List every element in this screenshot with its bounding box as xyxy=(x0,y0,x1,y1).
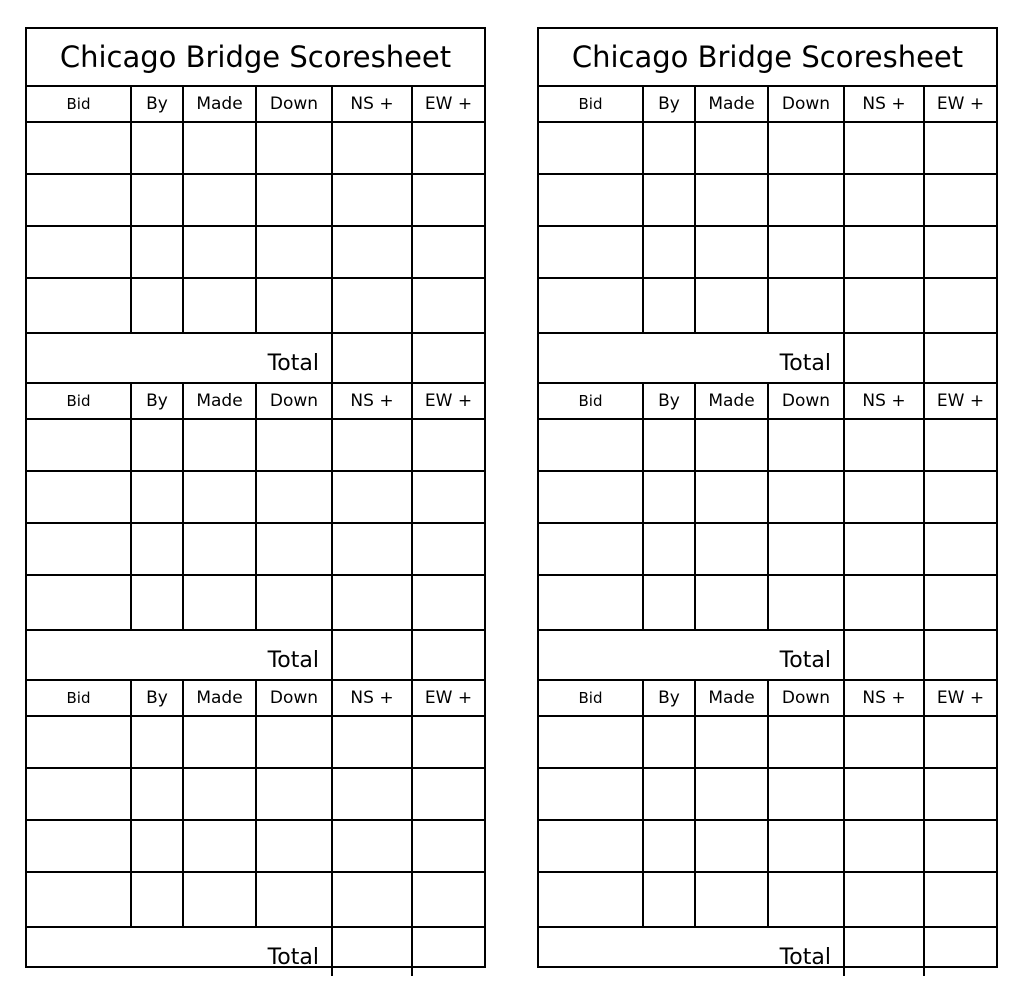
bid-cell[interactable] xyxy=(27,174,131,226)
col-header-down: Down xyxy=(256,383,332,419)
total-label: Total xyxy=(539,630,844,680)
col-header-bid: Bid xyxy=(539,87,643,122)
down-cell[interactable] xyxy=(768,419,844,471)
made-cell[interactable] xyxy=(695,419,768,471)
ns-cell[interactable] xyxy=(332,768,412,820)
col-header-down: Down xyxy=(768,87,844,122)
made-cell[interactable] xyxy=(183,174,256,226)
ns-cell[interactable] xyxy=(844,471,924,523)
col-header-down: Down xyxy=(256,680,332,716)
score-row xyxy=(27,716,484,768)
ew-cell[interactable] xyxy=(412,820,484,872)
col-header-ew: EW + xyxy=(412,87,484,122)
bid-cell[interactable] xyxy=(27,278,131,333)
by-cell[interactable] xyxy=(131,575,183,630)
ew-cell[interactable] xyxy=(924,419,996,471)
col-header-made: Made xyxy=(183,87,256,122)
down-cell[interactable] xyxy=(768,820,844,872)
score-row xyxy=(539,523,996,575)
down-cell[interactable] xyxy=(256,471,332,523)
made-cell[interactable] xyxy=(695,523,768,575)
ns-cell[interactable] xyxy=(844,174,924,226)
bid-cell[interactable] xyxy=(539,419,643,471)
ew-cell[interactable] xyxy=(924,716,996,768)
ns-cell[interactable] xyxy=(844,226,924,278)
score-row xyxy=(539,471,996,523)
score-row xyxy=(539,174,996,226)
ns-cell[interactable] xyxy=(844,872,924,927)
down-cell[interactable] xyxy=(768,523,844,575)
score-row xyxy=(27,278,484,333)
ew-cell[interactable] xyxy=(924,471,996,523)
scoresheet-right xyxy=(537,27,998,968)
score-row xyxy=(27,226,484,278)
made-cell[interactable] xyxy=(183,716,256,768)
made-cell[interactable] xyxy=(183,768,256,820)
total-label: Total xyxy=(27,630,332,680)
made-cell[interactable] xyxy=(183,471,256,523)
col-header-ns: NS + xyxy=(332,87,412,122)
bid-cell[interactable] xyxy=(539,122,643,174)
by-cell[interactable] xyxy=(643,716,695,768)
ew-cell[interactable] xyxy=(924,768,996,820)
col-header-made: Made xyxy=(183,680,256,716)
col-header-ns: NS + xyxy=(844,680,924,716)
made-cell[interactable] xyxy=(183,226,256,278)
header-row xyxy=(539,87,996,122)
by-cell[interactable] xyxy=(131,226,183,278)
by-cell[interactable] xyxy=(643,768,695,820)
ns-total-cell[interactable] xyxy=(844,630,924,680)
down-cell[interactable] xyxy=(256,768,332,820)
down-cell[interactable] xyxy=(768,278,844,333)
down-cell[interactable] xyxy=(256,820,332,872)
ns-total-cell[interactable] xyxy=(844,333,924,383)
bid-cell[interactable] xyxy=(539,820,643,872)
col-header-made: Made xyxy=(695,680,768,716)
ew-cell[interactable] xyxy=(924,575,996,630)
ew-cell[interactable] xyxy=(412,872,484,927)
by-cell[interactable] xyxy=(643,872,695,927)
ew-total-cell[interactable] xyxy=(924,333,996,383)
by-cell[interactable] xyxy=(643,575,695,630)
col-header-bid: Bid xyxy=(27,383,131,419)
col-header-ns: NS + xyxy=(332,383,412,419)
made-cell[interactable] xyxy=(183,523,256,575)
col-header-ew: EW + xyxy=(924,87,996,122)
bid-cell[interactable] xyxy=(27,872,131,927)
made-cell[interactable] xyxy=(183,278,256,333)
score-row xyxy=(539,820,996,872)
by-cell[interactable] xyxy=(131,419,183,471)
ew-cell[interactable] xyxy=(412,768,484,820)
by-cell[interactable] xyxy=(131,278,183,333)
ew-total-cell[interactable] xyxy=(412,333,484,383)
by-cell[interactable] xyxy=(643,419,695,471)
total-label: Total xyxy=(27,333,332,383)
total-label: Total xyxy=(539,333,844,383)
made-cell[interactable] xyxy=(695,226,768,278)
col-header-by: By xyxy=(131,680,183,716)
col-header-by: By xyxy=(131,87,183,122)
scoresheet-left xyxy=(25,27,486,968)
bid-cell[interactable] xyxy=(539,278,643,333)
made-cell[interactable] xyxy=(695,471,768,523)
col-header-down: Down xyxy=(768,680,844,716)
down-cell[interactable] xyxy=(256,226,332,278)
score-row xyxy=(27,872,484,927)
down-cell[interactable] xyxy=(768,226,844,278)
score-row xyxy=(27,523,484,575)
col-header-by: By xyxy=(643,680,695,716)
ns-total-cell[interactable] xyxy=(332,927,412,976)
by-cell[interactable] xyxy=(643,122,695,174)
by-cell[interactable] xyxy=(131,471,183,523)
made-cell[interactable] xyxy=(695,174,768,226)
col-header-ns: NS + xyxy=(844,87,924,122)
bid-cell[interactable] xyxy=(539,174,643,226)
col-header-ew: EW + xyxy=(924,680,996,716)
bid-cell[interactable] xyxy=(27,768,131,820)
total-row xyxy=(27,630,484,680)
ew-cell[interactable] xyxy=(924,820,996,872)
ns-cell[interactable] xyxy=(332,174,412,226)
made-cell[interactable] xyxy=(183,122,256,174)
col-header-made: Made xyxy=(183,383,256,419)
made-cell[interactable] xyxy=(183,820,256,872)
down-cell[interactable] xyxy=(768,471,844,523)
ns-total-cell[interactable] xyxy=(332,630,412,680)
ns-cell[interactable] xyxy=(332,716,412,768)
score-row xyxy=(27,820,484,872)
col-header-ns: NS + xyxy=(844,383,924,419)
score-row xyxy=(27,174,484,226)
ew-cell[interactable] xyxy=(412,716,484,768)
made-cell[interactable] xyxy=(695,278,768,333)
ns-cell[interactable] xyxy=(332,471,412,523)
col-header-bid: Bid xyxy=(539,383,643,419)
score-row xyxy=(539,278,996,333)
down-cell[interactable] xyxy=(256,174,332,226)
ns-cell[interactable] xyxy=(844,716,924,768)
ns-cell[interactable] xyxy=(844,278,924,333)
bid-cell[interactable] xyxy=(27,419,131,471)
ns-cell[interactable] xyxy=(844,523,924,575)
ns-cell[interactable] xyxy=(332,419,412,471)
bid-cell[interactable] xyxy=(27,523,131,575)
bid-cell[interactable] xyxy=(539,523,643,575)
ew-cell[interactable] xyxy=(412,174,484,226)
col-header-bid: Bid xyxy=(539,680,643,716)
score-row xyxy=(27,122,484,174)
ns-cell[interactable] xyxy=(844,820,924,872)
header-row xyxy=(539,680,996,716)
score-table xyxy=(539,87,996,976)
col-header-made: Made xyxy=(695,383,768,419)
down-cell[interactable] xyxy=(768,122,844,174)
header-row xyxy=(27,87,484,122)
ew-cell[interactable] xyxy=(412,471,484,523)
ew-cell[interactable] xyxy=(412,419,484,471)
by-cell[interactable] xyxy=(643,278,695,333)
score-row xyxy=(27,419,484,471)
down-cell[interactable] xyxy=(768,716,844,768)
total-label: Total xyxy=(539,927,844,976)
score-row xyxy=(539,716,996,768)
by-cell[interactable] xyxy=(643,471,695,523)
ew-cell[interactable] xyxy=(412,523,484,575)
ns-total-cell[interactable] xyxy=(332,333,412,383)
col-header-by: By xyxy=(643,87,695,122)
ns-cell[interactable] xyxy=(332,820,412,872)
total-row xyxy=(27,333,484,383)
ew-total-cell[interactable] xyxy=(412,927,484,976)
bid-cell[interactable] xyxy=(539,575,643,630)
by-cell[interactable] xyxy=(643,226,695,278)
ew-cell[interactable] xyxy=(924,278,996,333)
bid-cell[interactable] xyxy=(539,872,643,927)
ns-cell[interactable] xyxy=(332,122,412,174)
ns-cell[interactable] xyxy=(844,122,924,174)
ew-cell[interactable] xyxy=(412,278,484,333)
by-cell[interactable] xyxy=(131,716,183,768)
ns-cell[interactable] xyxy=(844,768,924,820)
ns-cell[interactable] xyxy=(332,523,412,575)
total-row xyxy=(539,927,996,976)
bid-cell[interactable] xyxy=(27,471,131,523)
ew-cell[interactable] xyxy=(412,575,484,630)
by-cell[interactable] xyxy=(131,122,183,174)
sheet-title: Chicago Bridge Scoresheet xyxy=(27,29,484,87)
bid-cell[interactable] xyxy=(27,716,131,768)
ew-cell[interactable] xyxy=(924,872,996,927)
by-cell[interactable] xyxy=(131,523,183,575)
ew-cell[interactable] xyxy=(924,523,996,575)
ew-cell[interactable] xyxy=(412,226,484,278)
down-cell[interactable] xyxy=(768,872,844,927)
col-header-ew: EW + xyxy=(924,383,996,419)
score-row xyxy=(27,768,484,820)
down-cell[interactable] xyxy=(256,278,332,333)
total-label: Total xyxy=(27,927,332,976)
bid-cell[interactable] xyxy=(27,820,131,872)
ns-cell[interactable] xyxy=(332,575,412,630)
col-header-ns: NS + xyxy=(332,680,412,716)
made-cell[interactable] xyxy=(183,419,256,471)
col-header-ew: EW + xyxy=(412,383,484,419)
ew-cell[interactable] xyxy=(924,122,996,174)
down-cell[interactable] xyxy=(256,523,332,575)
col-header-down: Down xyxy=(256,87,332,122)
bid-cell[interactable] xyxy=(27,575,131,630)
bid-cell[interactable] xyxy=(539,768,643,820)
ew-cell[interactable] xyxy=(924,226,996,278)
made-cell[interactable] xyxy=(695,716,768,768)
down-cell[interactable] xyxy=(256,575,332,630)
made-cell[interactable] xyxy=(183,872,256,927)
score-row xyxy=(539,226,996,278)
down-cell[interactable] xyxy=(768,174,844,226)
header-row xyxy=(27,383,484,419)
score-row xyxy=(539,768,996,820)
sheet-title: Chicago Bridge Scoresheet xyxy=(539,29,996,87)
down-cell[interactable] xyxy=(256,419,332,471)
by-cell[interactable] xyxy=(643,523,695,575)
score-row xyxy=(539,575,996,630)
score-row xyxy=(539,419,996,471)
total-row xyxy=(539,630,996,680)
made-cell[interactable] xyxy=(695,820,768,872)
score-row xyxy=(27,575,484,630)
score-row xyxy=(539,872,996,927)
by-cell[interactable] xyxy=(643,820,695,872)
col-header-bid: Bid xyxy=(27,87,131,122)
down-cell[interactable] xyxy=(768,768,844,820)
by-cell[interactable] xyxy=(131,872,183,927)
score-row xyxy=(539,122,996,174)
score-row xyxy=(27,471,484,523)
ns-cell[interactable] xyxy=(332,278,412,333)
score-table xyxy=(27,87,484,976)
col-header-bid: Bid xyxy=(27,680,131,716)
bid-cell[interactable] xyxy=(27,122,131,174)
by-cell[interactable] xyxy=(131,820,183,872)
ew-total-cell[interactable] xyxy=(412,630,484,680)
ew-cell[interactable] xyxy=(412,122,484,174)
col-header-down: Down xyxy=(768,383,844,419)
col-header-by: By xyxy=(131,383,183,419)
by-cell[interactable] xyxy=(643,174,695,226)
col-header-made: Made xyxy=(695,87,768,122)
ns-cell[interactable] xyxy=(844,419,924,471)
made-cell[interactable] xyxy=(695,575,768,630)
down-cell[interactable] xyxy=(256,872,332,927)
made-cell[interactable] xyxy=(695,122,768,174)
by-cell[interactable] xyxy=(131,174,183,226)
made-cell[interactable] xyxy=(695,872,768,927)
ns-total-cell[interactable] xyxy=(844,927,924,976)
bid-cell[interactable] xyxy=(539,716,643,768)
col-header-ew: EW + xyxy=(412,680,484,716)
ns-cell[interactable] xyxy=(332,226,412,278)
ew-cell[interactable] xyxy=(924,174,996,226)
ew-total-cell[interactable] xyxy=(924,927,996,976)
made-cell[interactable] xyxy=(183,575,256,630)
ns-cell[interactable] xyxy=(844,575,924,630)
down-cell[interactable] xyxy=(768,575,844,630)
ns-cell[interactable] xyxy=(332,872,412,927)
down-cell[interactable] xyxy=(256,716,332,768)
bid-cell[interactable] xyxy=(27,226,131,278)
total-row xyxy=(27,927,484,976)
header-row xyxy=(539,383,996,419)
bid-cell[interactable] xyxy=(539,471,643,523)
col-header-by: By xyxy=(643,383,695,419)
by-cell[interactable] xyxy=(131,768,183,820)
header-row xyxy=(27,680,484,716)
down-cell[interactable] xyxy=(256,122,332,174)
total-row xyxy=(539,333,996,383)
ew-total-cell[interactable] xyxy=(924,630,996,680)
bid-cell[interactable] xyxy=(539,226,643,278)
made-cell[interactable] xyxy=(695,768,768,820)
